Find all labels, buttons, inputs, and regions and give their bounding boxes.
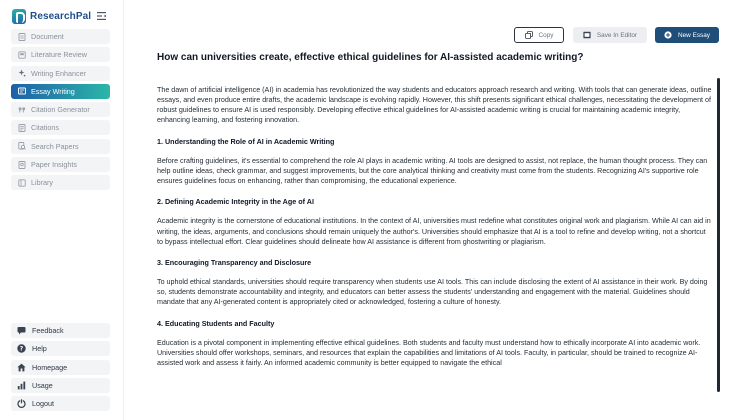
save-in-editor-button[interactable] [573, 27, 647, 43]
sidebar-item-label: Paper Insights [31, 160, 77, 170]
sidebar-item-label: Homepage [32, 362, 68, 372]
sidebar-item-essay-writing[interactable] [11, 84, 110, 99]
logout-icon [17, 399, 26, 408]
svg-text:?: ? [19, 345, 24, 353]
sidebar-item-label: Literature Review [31, 50, 87, 60]
sidebar-item-label: Writing Enhancer [31, 68, 86, 78]
section-heading: 1. Understanding the Role of AI in Academic Writing [157, 136, 335, 146]
essay-icon [17, 87, 26, 96]
sidebar-item-label: Help [32, 344, 47, 354]
sidebar-item-literature-review[interactable] [11, 47, 110, 62]
insight-icon [17, 160, 26, 169]
sidebar-item-logout[interactable] [11, 396, 110, 411]
sidebar-bottom-nav [11, 323, 110, 414]
sidebar-item-citations[interactable] [11, 120, 110, 135]
citation-icon [17, 123, 26, 132]
sidebar-item-feedback[interactable] [11, 323, 110, 338]
sidebar [0, 0, 124, 420]
sidebar-item-label: Citation Generator [31, 105, 90, 115]
copy-icon [525, 31, 533, 39]
essay-content [157, 85, 713, 420]
sidebar-collapse-icon[interactable] [97, 12, 106, 20]
sidebar-item-usage[interactable] [11, 378, 110, 393]
quote-icon [17, 105, 26, 114]
copy-button-label: Copy [538, 31, 554, 39]
home-icon [17, 363, 26, 372]
library-icon [17, 178, 26, 187]
sidebar-item-label: Search Papers [31, 141, 79, 151]
sidebar-item-search-papers[interactable] [11, 139, 110, 154]
sidebar-item-writing-enhancer[interactable] [11, 66, 110, 81]
section-body: Academic integrity is the cornerstone of educational institutions. In the context of AI, universities must redefine what constitutes original work and plagiarism. While AI can aid in writing, the ideas, arguments, and conclusions should remain uniquely the author's. Universities should emphasize that AI is a tool to refine and develop writing, not a shortcut to bypass intellectual effort. Clear guidelines should delineate how AI assistance is different from ghostwriting or plagiarism. [157, 217, 711, 246]
sidebar-item-label: Document [31, 32, 64, 41]
search-icon [17, 142, 26, 151]
content-scrollbar[interactable] [717, 78, 720, 392]
sidebar-item-label: Usage [32, 380, 53, 390]
sidebar-item-help[interactable] [11, 341, 110, 356]
document-icon [17, 32, 26, 41]
section-heading: 3. Encouraging Transparency and Disclosure [157, 257, 312, 267]
sidebar-item-label: Citations [31, 123, 59, 133]
brand-name: ResearchPal [30, 10, 92, 22]
essay-intro: The dawn of artificial intelligence (AI) in academia has revolutionized the way students and educators approach research and writing. With tools that can generate ideas, outline essays, and even produce entire drafts, the academic landscape is evolving rapidly. However, this shift presents significant ethical challenges, necessitating the development of robust guidelines to ensure AI is used responsibly. Developing effective ethical guidelines for AI-assisted academic writing is crucial for maintaining academic integrity, enhancing learning, and fostering innovation. [157, 86, 712, 125]
sidebar-item-document[interactable] [11, 29, 110, 44]
new-essay-button[interactable] [655, 27, 719, 43]
sidebar-item-paper-insights[interactable] [11, 157, 110, 172]
copy-button[interactable] [514, 27, 564, 43]
logo-icon [12, 9, 26, 24]
plus-circle-icon [664, 31, 672, 39]
usage-icon [17, 381, 26, 390]
section-heading: 2. Defining Academic Integrity in the Age of AI [157, 197, 314, 207]
help-icon [17, 344, 26, 353]
sidebar-item-label: Feedback [32, 326, 64, 335]
sidebar-item-label: Logout [32, 399, 54, 409]
book-icon [17, 50, 26, 59]
new-button-label: New Essay [678, 31, 710, 39]
section-body: To uphold ethical standards, universities should require transparency when students use AI tools. This can include disclosing the extent of AI assistance in their work. By doing so, students demonstrate accountability and integrity, and educators can better assess the students' understanding and engagement with the material. Guidelines should mandate that any AI-generated content is appropriately cited or acknowledged, fostering a culture of honesty. [157, 278, 708, 307]
sparkle-icon [17, 69, 26, 78]
sidebar-item-citation-generator[interactable] [11, 102, 110, 117]
essay-title: How can universities create, effective ethical guidelines for AI-assisted academic writing? [157, 52, 584, 63]
section-heading: 4. Educating Students and Faculty [157, 318, 275, 328]
sidebar-item-homepage[interactable] [11, 360, 110, 375]
editor-icon [583, 31, 591, 39]
sidebar-item-label: Essay Writing [31, 86, 75, 96]
brand[interactable] [12, 8, 91, 24]
sidebar-nav [11, 29, 110, 194]
sidebar-item-label: Library [31, 178, 53, 188]
section-body: Before crafting guidelines, it's essential to comprehend the role AI plays in academic writing. AI tools are designed to assist, not replace, the human thought process. They can help outline ideas, check grammar, and suggest improvements, but the core analytical thinking and creativity must come from the students. Recognizing AI's supportive role ensures guidelines focus on enhancing, rather than compromising, the educational experience. [157, 156, 708, 186]
feedback-icon [17, 326, 26, 335]
section-body: Education is a pivotal component in implementing effective ethical guidelines. Both students and faculty must understand how to ethically incorporate AI into academic work. Universities should offer workshops, seminars, and resources that explain the capabilities and limitations of AI tools. Faculty, in particular, should be trained to recognize AI-assisted work and assess it fairly. An informed academic community is better equipped to navigate the ethical [157, 338, 701, 367]
save-button-label: Save In Editor [596, 31, 638, 39]
sidebar-item-library[interactable] [11, 175, 110, 190]
